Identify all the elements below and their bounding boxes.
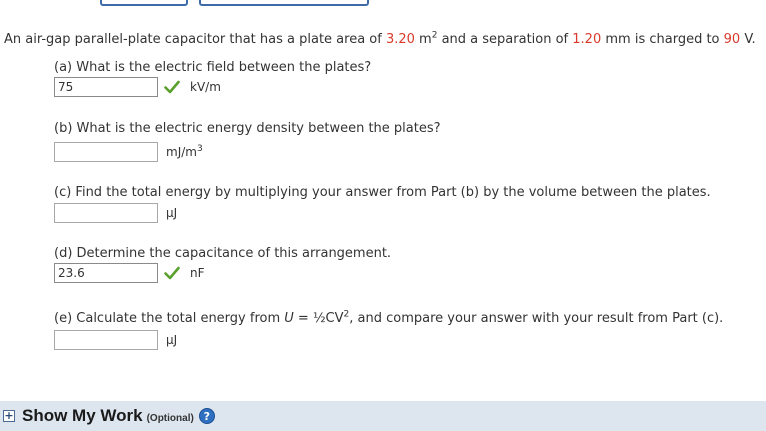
checkmark-icon bbox=[164, 80, 180, 94]
problem-text-5: V. bbox=[740, 32, 756, 47]
part-c-unit: μJ bbox=[166, 206, 178, 220]
problem-statement bbox=[4, 31, 756, 48]
part-e-exponent: 2 bbox=[343, 309, 350, 320]
part-e-text-3: , and compare your answer with your result from Part (c). bbox=[349, 311, 724, 326]
part-b-answer-input[interactable] bbox=[54, 142, 158, 162]
checkmark-icon bbox=[164, 266, 180, 280]
problem-text-2: m bbox=[414, 32, 432, 47]
part-d-answer-input[interactable]: 23.6 bbox=[54, 263, 158, 283]
problem-text-3: and a separation of bbox=[437, 32, 573, 47]
part-a-unit: kV/m bbox=[190, 80, 221, 94]
expand-plus-icon[interactable]: + bbox=[4, 409, 14, 422]
area-exponent: 2 bbox=[431, 30, 438, 41]
problem-text-1: An air-gap parallel-plate capacitor that has a plate area of bbox=[4, 32, 386, 47]
part-c-answer-input[interactable] bbox=[54, 203, 158, 223]
help-question-icon[interactable]: ? bbox=[199, 408, 215, 424]
part-b-question: (b) What is the electric energy density between the plates? bbox=[54, 121, 441, 136]
part-e-text-2: = ½CV bbox=[293, 311, 344, 326]
part-d-unit: nF bbox=[190, 266, 205, 280]
top-button-right[interactable] bbox=[199, 0, 369, 6]
problem-text-4: mm is charged to bbox=[601, 32, 724, 47]
part-e-question bbox=[54, 310, 723, 327]
part-d-question: (d) Determine the capacitance of this arrangement. bbox=[54, 246, 392, 261]
part-e-variable: U bbox=[284, 311, 294, 326]
part-a-answer-row bbox=[54, 77, 221, 97]
part-b-unit bbox=[166, 145, 203, 159]
separation-value: 1.20 bbox=[572, 32, 602, 47]
voltage-value: 90 bbox=[723, 32, 741, 47]
part-a-question: (a) What is the electric field between the plates? bbox=[54, 60, 372, 75]
top-button-left[interactable] bbox=[100, 0, 188, 6]
part-e-answer-row bbox=[54, 330, 177, 350]
part-a-answer-input[interactable]: 75 bbox=[54, 77, 158, 97]
part-b-unit-exponent: 3 bbox=[196, 144, 203, 154]
part-b-unit-base: mJ/m bbox=[166, 145, 197, 159]
part-c-answer-row bbox=[54, 203, 177, 223]
show-my-work-bar[interactable] bbox=[0, 401, 766, 431]
optional-label: (Optional) bbox=[146, 412, 194, 424]
part-c-question: (c) Find the total energy by multiplying your answer from Part (b) by the volume between the plates. bbox=[54, 185, 711, 200]
part-e-unit: μJ bbox=[166, 333, 178, 347]
part-e-text-1: (e) Calculate the total energy from bbox=[54, 311, 285, 326]
part-e-answer-input[interactable] bbox=[54, 330, 158, 350]
part-b-answer-row bbox=[54, 142, 203, 162]
show-my-work-title[interactable]: Show My Work bbox=[22, 406, 143, 425]
part-d-answer-row bbox=[54, 263, 205, 283]
plate-area-value: 3.20 bbox=[385, 32, 415, 47]
